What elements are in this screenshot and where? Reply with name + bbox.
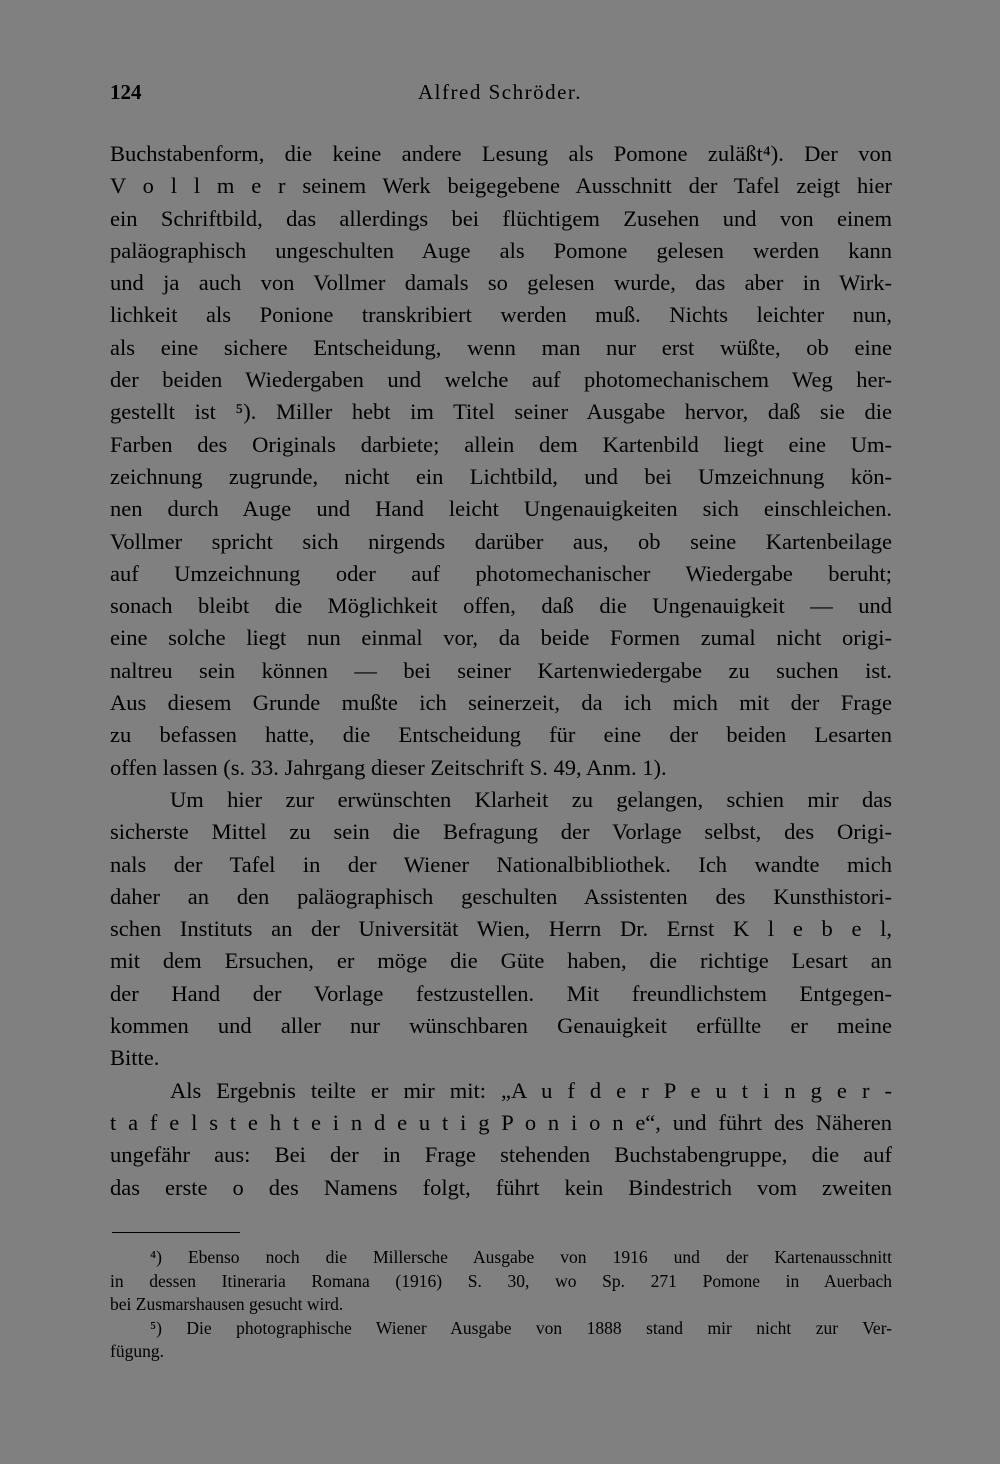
text-line: nen durch Auge und Hand leicht Ungenauigkeiten sich einschleichen. — [110, 496, 892, 522]
text-line: nals der Tafel in der Wiener Nationalbibliothek. Ich wandte mich — [110, 851, 892, 877]
body-text — [110, 138, 892, 1204]
text-line: eine solche liegt nun einmal vor, da beide Formen zumal nicht origi- — [110, 625, 892, 651]
text-line: mit dem Ersuchen, er möge die Güte haben, die richtige Lesart an — [110, 948, 892, 974]
text-line: zu befassen hatte, die Entscheidung für eine der beiden Lesarten — [110, 722, 892, 748]
footnote — [110, 1317, 892, 1364]
page-number: 124 — [110, 80, 142, 104]
text-line: ein Schriftbild, das allerdings bei flüchtigem Zusehen und von einem — [110, 205, 892, 231]
text-line: als eine sichere Entscheidung, wenn man nur erst wüßte, ob eine — [110, 334, 892, 360]
text-line: zeichnung zugrunde, nicht ein Lichtbild, und bei Umzeichnung kön- — [110, 463, 892, 489]
text-line: Farben des Originals darbiete; allein dem Kartenbild liegt eine Um- — [110, 431, 892, 457]
footnote-line: bei Zusmarshausen gesucht wird. — [110, 1294, 344, 1314]
text-line: der beiden Wiedergaben und welche auf photomechanischem Weg her- — [110, 367, 892, 393]
footnote-line: ⁴) Ebenso noch die Millersche Ausgabe von 1916 und der Kartenausschnitt — [150, 1247, 892, 1267]
text-line: daher an den paläographisch geschulten Assistenten des Kunsthistori- — [110, 883, 892, 909]
footnote-divider — [112, 1232, 240, 1233]
text-line: auf Umzeichnung oder auf photomechanischer Wiedergabe beruht; — [110, 560, 892, 586]
text-line: offen lassen (s. 33. Jahrgang dieser Zeitschrift S. 49, Anm. 1). — [110, 754, 667, 780]
paragraph — [110, 784, 892, 1075]
text-line: kommen und aller nur wünschbaren Genauigkeit erfüllte er meine — [110, 1013, 892, 1039]
page-header — [110, 80, 890, 110]
text-line: Um hier zur erwünschten Klarheit zu gelangen, schien mir das — [170, 786, 892, 812]
text-line: Als Ergebnis teilte er mir mit: „A u f d e r P e u t i n g e r - — [170, 1077, 892, 1103]
paragraph — [110, 138, 892, 784]
text-line: Bitte. — [110, 1045, 160, 1071]
text-line: ungefähr aus: Bei der in Frage stehenden Buchstabengruppe, die auf — [110, 1142, 892, 1168]
text-line: sonach bleibt die Möglichkeit offen, daß die Ungenauigkeit — und — [110, 593, 892, 619]
text-line: naltreu sein können — bei seiner Kartenwiedergabe zu suchen ist. — [110, 657, 892, 683]
text-line: das erste o des Namens folgt, führt kein Bindestrich vom zweiten — [110, 1174, 892, 1200]
footnotes — [110, 1246, 892, 1364]
text-line: Aus diesem Grunde mußte ich seinerzeit, da ich mich mit der Frage — [110, 690, 892, 716]
text-line: gestellt ist ⁵). Miller hebt im Titel seiner Ausgabe hervor, daß sie die — [110, 399, 892, 425]
text-line: paläographisch ungeschulten Auge als Pomone gelesen werden kann — [110, 237, 892, 263]
footnote — [110, 1246, 892, 1317]
running-head: Alfred Schröder. — [418, 80, 582, 104]
text-line: Buchstabenform, die keine andere Lesung als Pomone zuläßt⁴). Der von — [110, 141, 892, 166]
footnote-line: in dessen Itineraria Romana (1916) S. 30, wo Sp. 271 Pomone in Auerbach — [110, 1270, 892, 1291]
text-line: schen Instituts an der Universität Wien, Herrn Dr. Ernst K l e b e l, — [110, 916, 892, 942]
footnote-line: ⁵) Die photographische Wiener Ausgabe von 1888 stand mir nicht zur Ver- — [150, 1317, 892, 1338]
text-line: und ja auch von Vollmer damals so gelesen wurde, das aber in Wirk- — [110, 270, 892, 296]
text-line: sicherste Mittel zu sein die Befragung der Vorlage selbst, des Origi- — [110, 819, 892, 845]
text-line: der Hand der Vorlage festzustellen. Mit freundlichstem Entgegen- — [110, 980, 892, 1006]
text-line: t a f e l s t e h t e i n d e u t i g P o n i o n e“, und führt des Näheren — [110, 1109, 892, 1135]
text-line: lichkeit als Ponione transkribiert werden muß. Nichts leichter nun, — [110, 302, 892, 328]
paragraph — [110, 1075, 892, 1204]
text-line: Vollmer spricht sich nirgends darüber aus, ob seine Kartenbeilage — [110, 528, 892, 554]
footnote-line: fügung. — [110, 1341, 164, 1361]
text-line: V o l l m e r seinem Werk beigegebene Ausschnitt der Tafel zeigt hier — [110, 173, 892, 199]
